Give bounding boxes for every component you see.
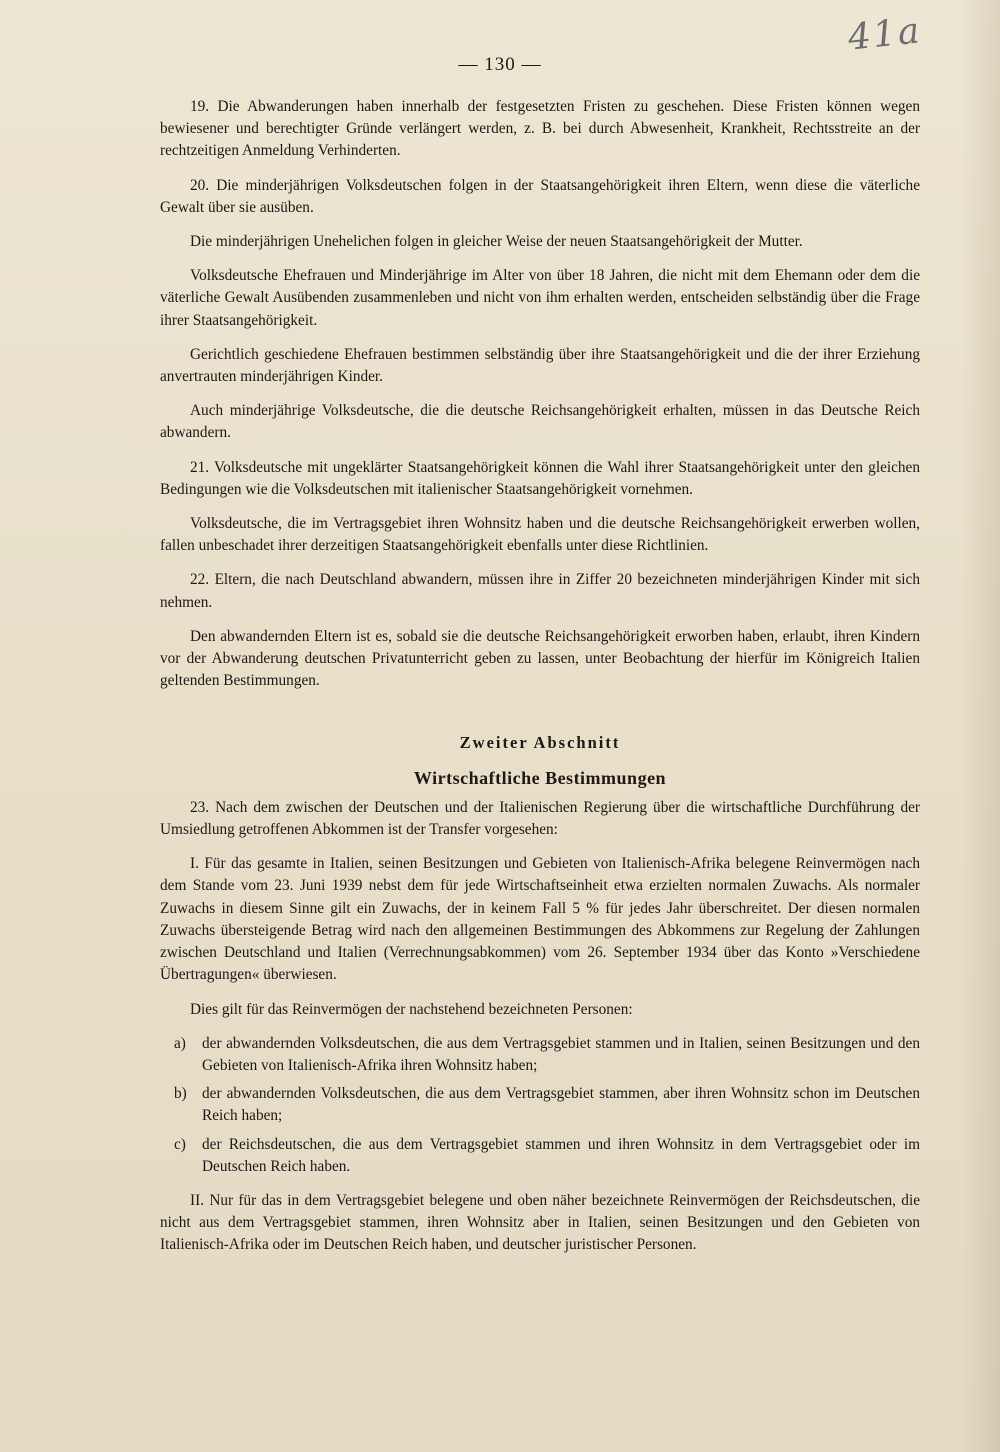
list-item-text: der abwandernden Volksdeutschen, die aus dem Vertragsgebiet stammen und in Italien, seinen Besitzungen und den Gebieten von Italienisch-Afrika ihren Wohnsitz haben; <box>202 1034 920 1074</box>
section-title: Zweiter Abschnitt <box>459 733 621 753</box>
page-number: — 130 — <box>458 54 542 75</box>
list-item-text: der abwandernden Volksdeutschen, die aus dem Vertragsgebiet stammen, aber ihren Wohnsitz schon im Deutschen Reich haben; <box>202 1085 920 1125</box>
list-item-label: b) <box>174 1085 187 1103</box>
paragraph-23: 23. Nach dem zwischen der Deutschen und der Italienischen Regierung über die wirtschaftliche Durchführung der Umsiedlung getroffenen Abkommen ist der Transfer vorgesehen: <box>160 798 920 839</box>
section-subtitle: Wirtschaftliche Bestimmungen <box>413 767 667 788</box>
document-body <box>160 96 920 1269</box>
paragraph-21: 21. Volksdeutsche mit ungeklärter Staatsangehörigkeit können die Wahl ihrer Staatsangehörigkeit unter den gleichen Bedingungen wie die Volksdeutschen mit italienischer Staatsangehörigkeit vornehmen. <box>160 458 920 498</box>
list-item <box>160 1134 920 1178</box>
page-edge-shadow <box>960 0 1000 1452</box>
paragraph-23-II: II. Nur für das in dem Vertragsgebiet belegene und oben näher bezeichnete Reinvermögen der Reichsdeutschen, die nicht aus dem Vertragsgebiet stammen, ihren Wohnsitz aber in Italien, seinen Besitzungen und den Gebieten von Italienisch-Afrika oder im Deutschen Reich haben, und deutscher juristischer Personen. <box>160 1191 920 1254</box>
paragraph-19: 19. Die Abwanderungen haben innerhalb der festgesetzten Fristen zu geschehen. Diese Fristen können wegen bewiesener und berechtigter Gründe verlängert werden, z. B. bei durch Abwesenheit, Krankheit, Rechtsstreite an der rechtzeitigen Anmeldung Verhinderten. <box>160 98 920 160</box>
paragraph-23-I: I. Für das gesamte in Italien, seinen Besitzungen und Gebieten von Italienisch-Afrika belegene Reinvermögen nach dem Stande vom 23. Juni 1939 nebst dem für jede Wirtschaftseinheit etwa erzielten normalen Zuwachs. Als normaler Zuwachs in diesem Sinne gilt ein Zuwachs, der in keinem Fall 5 % für jedes Jahr überschreitet. Der diesen normalen Zuwachs übersteigende Betrag wird nach den allgemeinen Bestimmungen des Abkommens zur Regelung der Zahlungen zwischen Deutschland und Italien (Verrechnungsabkommen) vom 26. September 1934 über das Konto »Verschiedene Übertragungen« überwiesen. <box>160 855 920 984</box>
paragraph-23-persons-intro: Dies gilt für das Reinvermögen der nachstehend bezeichneten Personen: <box>190 1000 633 1018</box>
paragraph-20-wives-minors: Volksdeutsche Ehefrauen und Minderjährige im Alter von über 18 Jahren, die nicht mit dem Ehemann oder dem die väterliche Gewalt Ausübenden zusammenleben und nicht von ihm erhalten werden, entscheiden selbständig über die Frage ihrer Staatsangehörigkeit. <box>160 267 920 329</box>
paragraph-22-private-lessons: Den abwandernden Eltern ist es, sobald sie die deutsche Reichsangehörigkeit erworben haben, erlaubt, ihren Kindern vor der Abwanderung deutschen Privatunterricht geben zu lassen, unter Beobachtung der hierfür im Königreich Italien geltenden Bestimmungen. <box>160 627 920 690</box>
list-item-label: a) <box>174 1034 186 1052</box>
paragraph-20-divorced-wives: Gerichtlich geschiedene Ehefrauen bestimmen selbständig über ihre Staatsangehörigkeit und die der ihrer Erziehung anvertrauten minderjährigen Kinder. <box>160 345 920 386</box>
list-item-text: der Reichsdeutschen, die aus dem Vertragsgebiet stammen und ihren Wohnsitz in dem Vertragsgebiet oder im Deutschen Reich haben. <box>202 1135 920 1175</box>
list-item-label: c) <box>174 1135 186 1153</box>
paragraph-20-minor-migration: Auch minderjährige Volksdeutsche, die die deutsche Reichsangehörigkeit erhalten, müssen in das Deutsche Reich abwandern. <box>160 402 920 442</box>
persons-list <box>160 1033 920 1178</box>
list-item <box>160 1083 920 1127</box>
handwritten-margin-note: 41a <box>846 10 924 59</box>
paragraph-22: 22. Eltern, die nach Deutschland abwandern, müssen ihre in Ziffer 20 bezeichneten minderjährigen Kinder mit sich nehmen. <box>160 571 920 611</box>
paragraph-21-residents: Volksdeutsche, die im Vertragsgebiet ihren Wohnsitz haben und die deutsche Reichsangehörigkeit erwerben wollen, fallen unbeschadet ihrer derzeitigen Staatsangehörigkeit ebenfalls unter diese Richtlinien. <box>160 515 920 555</box>
paragraph-20-minor-illegitimate: Die minderjährigen Unehelichen folgen in gleicher Weise der neuen Staatsangehörigkeit der Mutter. <box>190 233 803 251</box>
paragraph-20: 20. Die minderjährigen Volksdeutschen folgen in der Staatsangehörigkeit ihren Eltern, wenn diese die väterliche Gewalt über sie ausüben. <box>160 176 920 216</box>
list-item <box>160 1033 920 1077</box>
